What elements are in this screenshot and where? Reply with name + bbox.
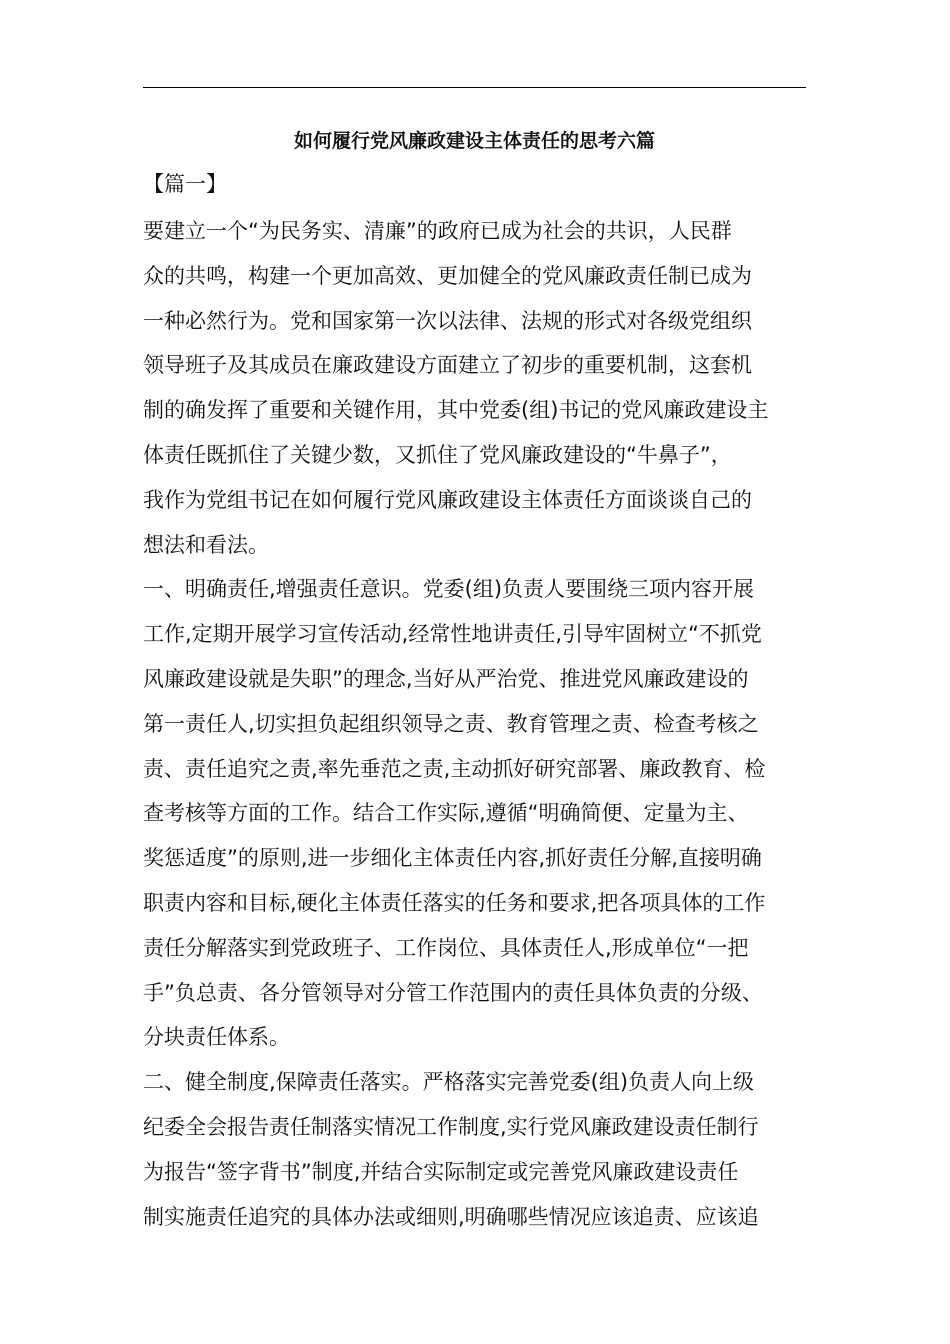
body-line: 纪委全会报告责任制落实情况工作制度,实行党风廉政建设责任制行 (143, 1114, 759, 1139)
document-title: 如何履行党风廉政建设主体责任的思考六篇 (293, 130, 655, 152)
body-line: 要建立一个“为民务实、清廉”的政府已成为社会的共识，人民群 (143, 219, 732, 243)
body-line: 手”负总责、各分管领导对分管工作范围内的责任具体负责的分级、 (143, 980, 763, 1005)
body-line: 制实施责任追究的具体办法或细则,明确哪些情况应该追责、应该追 (143, 1204, 759, 1229)
section-label: 【篇一】 (143, 172, 227, 196)
body-line: 查考核等方面的工作。结合工作实际,遵循“明确简便、定量为主、 (143, 801, 749, 826)
body-line: 想法和看法。 (143, 532, 269, 557)
body-line: 第一责任人,切实担负起组织领导之责、教育管理之责、检查考核之 (143, 711, 759, 736)
body-line: 制的确发挥了重要和关键作用，其中党委(组)书记的党风廉政建设主 (143, 398, 769, 423)
body-line: 一、明确责任,增强责任意识。党委(组)负责人要围绕三项内容开展 (143, 577, 755, 602)
document-body (143, 209, 823, 1239)
body-line: 为报告“签字背书”制度,并结合实际制定或完善党风廉政建设责任 (143, 1159, 739, 1184)
body-line: 责任分解落实到党政班子、工作岗位、具体责任人,形成单位“一把 (143, 935, 749, 960)
body-line: 风廉政建设就是失职”的理念,当好从严治党、推进党风廉政建设的 (143, 666, 749, 691)
body-line: 职责内容和目标,硬化主体责任落实的任务和要求,把各项具体的工作 (143, 890, 766, 915)
body-line: 分块责任体系。 (143, 1025, 290, 1050)
body-line: 责、责任追究之责,率先垂范之责,主动抓好研究部署、廉政教育、检 (143, 756, 766, 781)
body-line: 奖惩适度”的原则,进一步细化主体责任内容,抓好责任分解,直接明确 (143, 846, 762, 871)
header-rule (143, 87, 806, 88)
body-line: 二、健全制度,保障责任落实。严格落实完善党委(组)负责人向上级 (143, 1070, 755, 1095)
body-line: 工作,定期开展学习宣传活动,经常性地讲责任,引导牢固树立“不抓党 (143, 622, 762, 647)
body-line: 我作为党组书记在如何履行党风廉政建设主体责任方面谈谈自己的 (143, 487, 752, 512)
body-line: 体责任既抓住了关键少数，又抓住了党风廉政建设的“牛鼻子”， (143, 442, 732, 467)
body-line: 领导班子及其成员在廉政建设方面建立了初步的重要机制，这套机 (143, 353, 752, 378)
body-line: 众的共鸣，构建一个更加高效、更加健全的党风廉政责任制已成为 (143, 263, 752, 288)
body-line: 一种必然行为。党和国家第一次以法律、法规的形式对各级党组织 (143, 308, 752, 333)
